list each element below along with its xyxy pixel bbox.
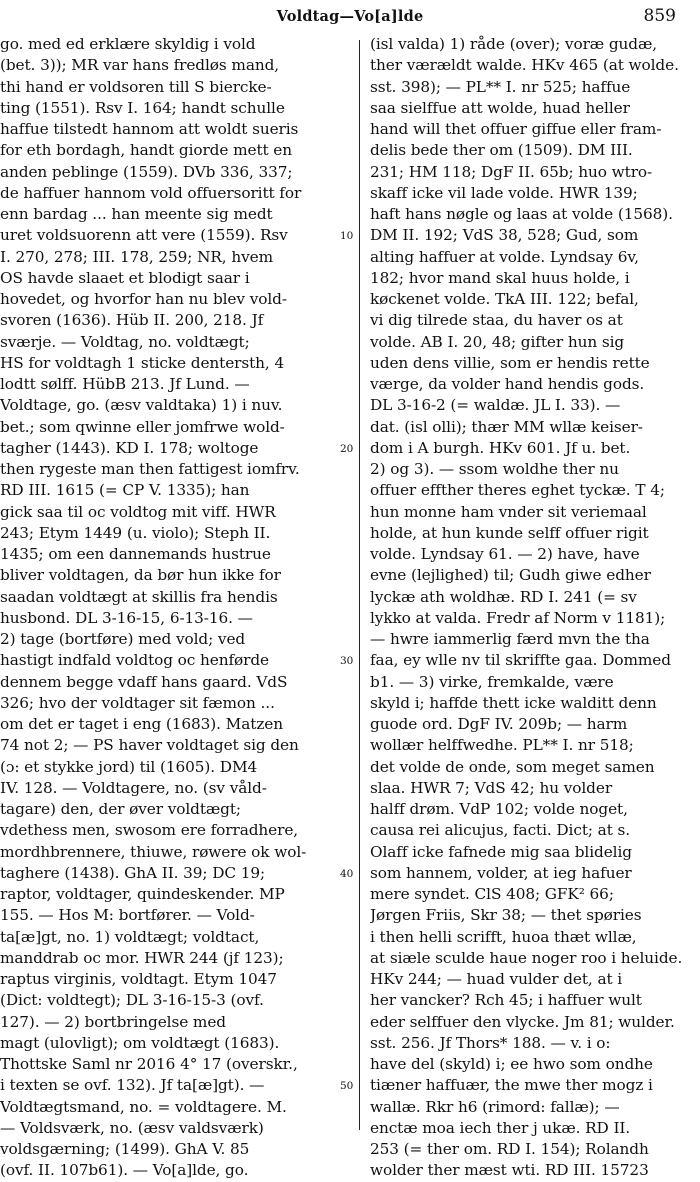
text-line: mordhbrennere, thiuwe, røwere ok wol- [0,842,307,861]
text-line: enctæ moa iech ther j ukæ. RD II. [370,1118,631,1137]
text-line: 243; Etym 1449 (u. violo); Steph II. [0,523,271,542]
text-line: som hannem, volder, at ieg hafuer [370,863,632,882]
text-line: 253 (= ther om. RD I. 154); Rolandh [370,1140,649,1158]
text-line: 127). — 2) bortbringelse med [0,1012,226,1031]
text-line: 2) tage (bortføre) med vold; ved [0,630,246,648]
text-line: husbond. DL 3-16-15, 6-13-16. — [0,608,253,627]
page-number: 859 [643,6,676,26]
text-line: bliver voldtagen, da bør hun ikke for [0,566,281,585]
text-line: then rygeste man then fattigest iomfrv. [0,460,300,478]
text-line: Olaff icke fafnede mig saa blidelig [370,842,632,861]
text-line: 2) og 3). — ssom woldhe ther nu [370,460,619,478]
text-line: 182; hvor mand skal huus holde, i [370,268,630,287]
text-line: ther værældt walde. HKv 465 (at wolde. [370,56,679,75]
column-divider [359,40,360,1130]
page-header [0,6,700,32]
text-line: her vancker? Rch 45; i haffuer wult [370,991,642,1010]
text-line: vi dig tilrede staa, du haver os at [370,311,623,330]
text-line: raptor, voldtager, quindeskender. MP [0,885,285,903]
text-line: køckenet volde. TkA III. 122; befal, [370,290,639,308]
text-line: (ovf. II. 107b61). — Vo[a]lde, go. [0,1161,249,1180]
text-line: delis bede ther om (1509). DM III. [370,141,633,160]
text-line: hun monne ham vnder sit veriemaal [370,502,647,521]
text-line: HKv 244; — huad vulder det, at i [370,970,623,988]
text-line: (isl valda) 1) råde (over); voræ gudæ, [370,35,658,53]
text-line: i texten se ovf. 132). Jf ta[æ]gt). — [0,1076,265,1095]
text-line: volde. AB I. 20, 48; gifter hun sig [370,332,625,351]
text-line: have del (skyld) i; ee hwo som ondhe [370,1055,653,1073]
text-line: mere syndet. ClS 408; GFK² 66; [370,885,614,903]
text-line: tagare) den, der øver voldtægt; [0,800,241,818]
text-line: HS for voldtagh 1 sticke dentersth, 4 [0,353,285,372]
text-line: vdethess men, swosom ere forradhere, [0,821,299,840]
right-column [370,34,700,1182]
text-line: holde, at hun kunde selff offuer rigit [370,523,649,542]
text-line: 74 not 2; — PS haver voldtaget sig den [0,736,299,755]
text-line: RD III. 1615 (= CP V. 1335); han [0,481,250,500]
text-line: ta[æ]gt, no. 1) voldtægt; voldtact, [0,927,260,946]
line-number: 20 [340,442,354,455]
text-line: gick saa til oc voldtog mit viff. HWR [0,502,276,521]
text-line: I. 270, 278; III. 178, 259; NR, hvem [0,247,273,266]
text-line: ting (1551). Rsv I. 164; handt schulle [0,98,285,117]
text-line: lykko at valda. Fredr af Norm v 1181); [370,608,666,627]
text-line: skaff icke vil lade volde. HWR 139; [370,183,638,202]
text-line: enn bardag ... han meente sig medt [0,205,273,223]
text-line: hand will thet offuer giffue eller fram- [370,120,662,138]
text-line: Voldtægtsmand, no. = voldtagere. M. [0,1097,287,1116]
text-line: sst. 256. Jf Thors* 188. — v. i o: [370,1033,611,1052]
line-number: 30 [340,655,354,668]
text-line: værge, da volder hand hendis gods. [370,375,645,393]
text-line: for eth bordagh, handt giorde mett en [0,141,293,160]
text-line: om det er taget i eng (1683). Matzen [0,715,283,733]
text-line: hastigt indfald voldtog oc henførde [0,651,269,670]
text-line: — hwre iammerlig færd mvn the tha [370,630,650,648]
text-line: Jørgen Friis, Skr 38; — thet spøries [370,906,642,925]
text-line: saa sielffue att wolde, huad heller [370,98,630,117]
text-line: go. med ed erklære skyldig i vold [0,35,256,53]
text-line: Thottske Saml nr 2016 4° 17 (overskr., [0,1055,298,1073]
text-line: DM II. 192; VdS 38, 528; Gud, som [370,226,639,245]
text-line: tagher (1443). KD I. 178; woltoge [0,438,259,457]
text-line: slaa. HWR 7; VdS 42; hu volder [370,778,613,797]
text-line: hovedet, og hvorfor han nu blev vold- [0,290,287,308]
text-line: IV. 128. — Voldtagere, no. (sv våld- [0,778,267,797]
text-line: OS havde slaaet et blodigt saar i [0,268,250,287]
text-line: saadan voldtægt at skillis fra hendis [0,587,278,606]
text-line: anden peblinge (1559). DVb 336, 337; [0,162,293,181]
text-line: voldsgærning; (1499). GhA V. 85 [0,1140,250,1158]
text-line: svoren (1636). Hüb II. 200, 218. Jf [0,311,264,330]
text-line: guode ord. DgF IV. 209b; — harm [370,715,628,733]
line-number: 40 [340,867,354,880]
text-line: raptus virginis, voldtagt. Etym 1047 [0,970,277,988]
text-line: halff drøm. VdP 102; volde noget, [370,800,628,818]
line-number: 50 [340,1080,354,1093]
text-line: magt (ulovligt); om voldtægt (1683). [0,1033,280,1052]
text-line: dom i A burgh. HKv 601. Jf u. bet. [370,438,631,457]
text-line: haft hans nøgle og laas at volde (1568). [370,205,673,223]
text-line: thi hand er voldsoren till S biercke- [0,77,272,96]
text-line: evne (lejlighed) til; Gudh giwe edher [370,566,651,585]
text-line: bet.; som qwinne eller jomfrwe wold- [0,417,285,436]
text-line: (Dict: voldtegt); DL 3-16-15-3 (ovf. [0,991,264,1010]
text-line: Voldtage, go. (æsv valdtaka) 1) i nuv. [0,396,283,415]
text-line: b1. — 3) virke, fremkalde, være [370,672,614,691]
text-line: i then helli scrifft, huoa thæt wllæ, [370,927,637,946]
text-line: 1435; om een dannemands hustrue [0,545,271,563]
text-line: tiæner haffuær, the mwe ther mogz i [370,1076,653,1095]
text-line: eder selffuer den vlycke. Jm 81; wulder. [370,1012,675,1031]
text-line: 231; HM 118; DgF II. 65b; huo wtro- [370,162,653,181]
text-line: taghere (1438). GhA II. 39; DC 19; [0,863,266,882]
text-line: det volde de onde, som meget samen [370,757,655,776]
text-line: — Voldsværk, no. (æsv valdsværk) [0,1118,264,1137]
text-line: uret voldsuorenn att vere (1559). Rsv [0,226,288,245]
text-line: wollær helffwedhe. PL** I. nr 518; [370,736,634,755]
line-number: 10 [340,230,354,243]
text-line: 155. — Hos M: bortfører. — Vold- [0,906,255,925]
text-line: faa, ey wlle nv til skriffte gaa. Dommed [370,651,671,670]
text-line: uden dens villie, som er hendis rette [370,353,650,372]
text-line: de haffuer hannom vold offuersoritt for [0,183,302,202]
text-line: lodtt sølff. HübB 213. Jf Lund. — [0,375,250,393]
text-line: manddrab oc mor. HWR 244 (jf 123); [0,948,284,967]
text-line: skyld i; haffde thett icke walditt denn [370,693,657,712]
text-line: wallæ. Rkr h6 (rimord: fallæ); — [370,1097,620,1116]
text-line: alting haffuer at volde. Lyndsay 6v, [370,247,639,266]
text-line: causa rei alicujus, facti. Dict; at s. [370,821,631,840]
text-line: sværje. — Voldtag, no. voldtægt; [0,332,250,351]
running-title: Voldtag—Vo[a]lde [276,8,424,25]
text-line: dennem begge vdaff hans gaard. VdS [0,672,288,691]
text-line: sst. 398); — PL** I. nr 525; haffue [370,77,631,96]
text-line: (ɔ: et stykke jord) til (1605). DM4 [0,757,258,776]
text-line: wolder ther mæst wti. RD III. 15723 [370,1161,649,1180]
text-line: dat. (isl olli); thær MM wllæ keiser- [370,417,643,436]
text-line: (bet. 3)); MR var hans fredløs mand, [0,56,280,75]
left-column [0,34,348,1182]
text-line: 326; hvo der voldtager sit fæmon ... [0,693,275,712]
text-line: volde. Lyndsay 61. — 2) have, have [370,545,640,563]
text-line: at siæle sculde haue noger roo i heluide. [370,948,683,967]
text-line: lyckæ ath woldhæ. RD I. 241 (= sv [370,587,637,606]
text-line: DL 3-16-2 (= waldæ. JL I. 33). — [370,396,621,415]
text-line: haffue tilstedt hannom att woldt sueris [0,120,299,138]
text-line: offuer effther theres eghet tyckæ. T 4; [370,481,665,500]
